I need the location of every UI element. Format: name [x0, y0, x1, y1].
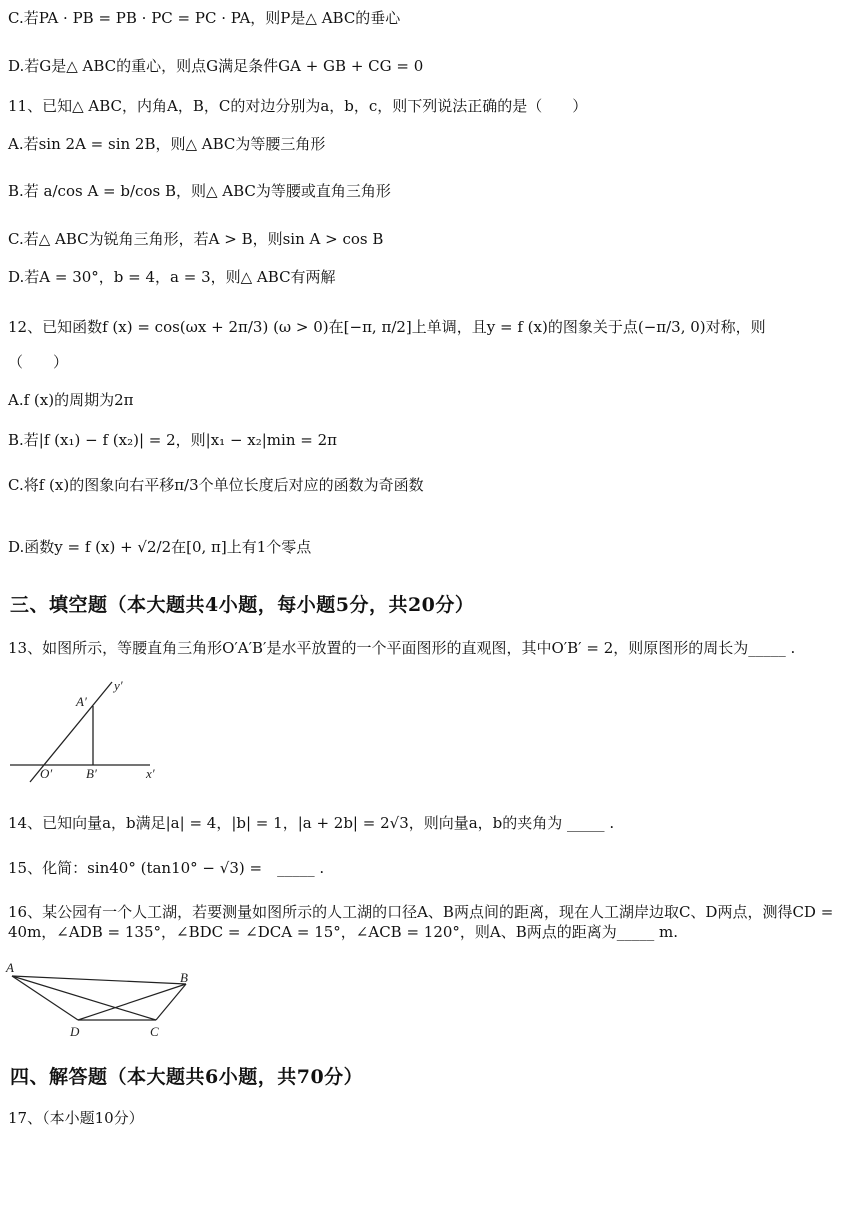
- question-12-option-a: A.f (x)的周期为2π: [8, 391, 134, 409]
- label-c: C: [150, 1024, 159, 1039]
- segment-a-d: [12, 976, 78, 1020]
- label-a: A′: [76, 694, 87, 709]
- question-11: 11、已知△ ABC，内角A，B，C的对边分别为a，b，c，则下列说法正确的是（ ）: [8, 97, 588, 115]
- question-16: 16、某公园有一个人工湖，若要测量如图所示的人工湖的口径A、B两点间的距离，现在人工湖岸边取C、D两点，测得CD = 40m，∠ADB = 135°，∠BDC = ∠DCA = 15°，∠ACB = 120°，则A、B两点的距离为_____ m.: [8, 903, 834, 941]
- figure-16-lake-measurement: [4, 960, 204, 1044]
- section-4-heading: 四、解答题（本大题共6小题，共70分）: [10, 1066, 364, 1088]
- question-11-option-d: D.若A = 30°，b = 4，a = 3，则△ ABC有两解: [8, 268, 336, 286]
- question-13: 13、如图所示，等腰直角三角形O′A′B′是水平放置的一个平面图形的直观图，其中O′B′ = 2，则原图形的周长为_____ .: [8, 639, 796, 657]
- label-a: A: [6, 960, 14, 975]
- option-d-centroid: D.若G是△ ABC的重心，则点G满足条件GA + GB + CG = 0: [8, 57, 424, 75]
- question-14: 14、已知向量a，b满足|a| = 4，|b| = 1，|a + 2b| = 2√3，则向量a，b的夹角为 _____ .: [8, 814, 615, 832]
- question-12: 12、已知函数f (x) = cos(ωx + 2π/3) (ω > 0)在[−π, π/2]上单调，且y = f (x)的图象关于点(−π/3, 0)对称，则: [8, 318, 766, 336]
- section-3-heading: 三、填空题（本大题共4小题，每小题5分，共20分）: [10, 594, 475, 616]
- figure-13-oblique-triangle: [8, 676, 168, 786]
- question-11-option-b: B.若 a/cos A = b/cos B，则△ ABC为等腰或直角三角形: [8, 182, 391, 200]
- question-11-option-c: C.若△ ABC为锐角三角形，若A > B，则sin A > cos B: [8, 230, 384, 248]
- segment-b-d: [78, 984, 186, 1020]
- question-12-answer-paren: （ ）: [8, 353, 69, 371]
- label-y: y′: [114, 678, 123, 693]
- label-b: B′: [86, 766, 97, 781]
- question-17: 17、（本小题10分）: [8, 1109, 144, 1127]
- question-12-option-d: D.函数y = f (x) + √2/2在[0, π]上有1个零点: [8, 538, 312, 556]
- option-c-orthocenter: C.若PA · PB = PB · PC = PC · PA，则P是△ ABC的垂心: [8, 9, 401, 27]
- label-o: O′: [40, 766, 53, 781]
- label-x: x′: [146, 766, 155, 781]
- segment-a-b: [12, 976, 186, 984]
- question-15: 15、化简：sin40° (tan10° − √3) = _____ .: [8, 859, 325, 877]
- label-d: D: [70, 1024, 80, 1039]
- question-12-option-b: B.若|f (x₁) − f (x₂)| = 2，则|x₁ − x₂|min = 2π: [8, 431, 337, 449]
- label-b: B: [180, 970, 188, 985]
- question-12-option-c: C.将f (x)的图象向右平移π/3个单位长度后对应的函数为奇函数: [8, 476, 424, 494]
- question-11-option-a: A.若sin 2A = sin 2B，则△ ABC为等腰三角形: [8, 135, 326, 153]
- segment-a-c: [12, 976, 156, 1020]
